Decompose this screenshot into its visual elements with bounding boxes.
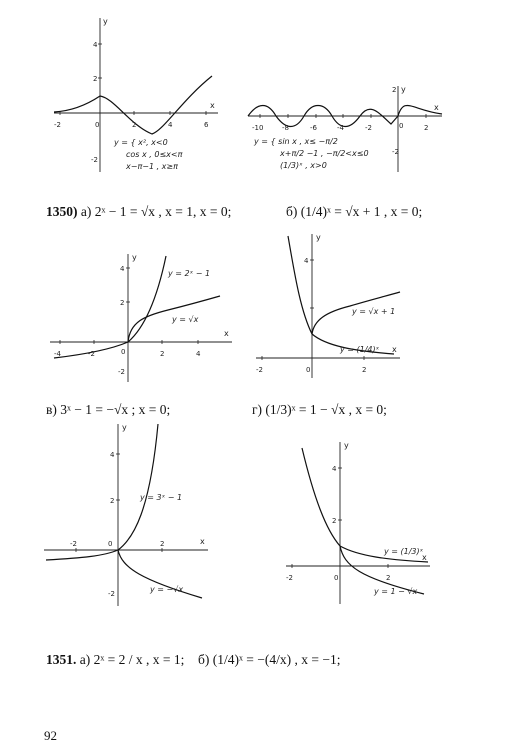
curve-label: y = (1/3)ˣ — [384, 547, 424, 556]
curve-3x-minus-1 — [46, 424, 158, 560]
tick-label: -2 — [256, 366, 263, 374]
curve-quarter-pow-x — [288, 236, 394, 354]
problem-number: 1350) — [46, 204, 78, 219]
problem-1350-b — [286, 204, 422, 220]
equation-text: г) (1/3)ˣ = 1 − √x , x = 0; — [252, 402, 387, 417]
curve-label: y = √x + 1 — [352, 307, 396, 316]
tick-label: -4 — [337, 124, 344, 132]
curve-label: y = −√x — [150, 585, 184, 594]
graph-piecewise-cos — [52, 12, 222, 177]
problem-1351-a — [46, 652, 184, 668]
problem-1350-a — [46, 204, 231, 220]
tick-label: -2 — [365, 124, 372, 132]
graph-third-pow-x — [284, 438, 434, 608]
tick-label: -2 — [91, 156, 98, 164]
curve-2x-minus-1 — [54, 256, 166, 358]
tick-label: 2 — [424, 124, 429, 132]
axis-x-label: x — [210, 101, 215, 110]
tick-label: -2 — [54, 121, 61, 129]
tick-label: 0 — [108, 540, 113, 548]
tick-label: 2 — [110, 497, 115, 505]
curve-label: y = (1/4)ˣ — [340, 345, 380, 354]
tick-label: -2 — [70, 540, 77, 548]
system-line: (1/3)ˣ , x>0 — [280, 161, 327, 170]
graph-2x-minus-1 — [48, 250, 238, 385]
tick-label: -2 — [108, 590, 115, 598]
axis-x-label: x — [392, 345, 397, 354]
tick-label: 6 — [204, 121, 209, 129]
tick-label: 2 — [362, 366, 367, 374]
tick-label: 4 — [93, 41, 98, 49]
axis-y-label: y — [132, 253, 137, 262]
tick-label: -2 — [392, 148, 399, 156]
tick-label: 4 — [196, 350, 201, 358]
tick-label: 0 — [121, 348, 126, 356]
curve-label: y = 1 − √x — [374, 587, 418, 596]
equation-text: б) (1/4)ˣ = −(4/x) , x = −1; — [198, 652, 341, 667]
system-line: y = { x², x<0 — [114, 138, 168, 147]
system-line: cos x , 0≤x<π — [126, 150, 183, 159]
system-line: x−π−1 , x≥π — [126, 162, 178, 171]
tick-label: 4 — [120, 265, 125, 273]
axis-y-label: y — [316, 233, 321, 242]
graph-3x-minus-1 — [42, 420, 212, 610]
equation-text: в) 3ˣ − 1 = −√x ; x = 0; — [46, 402, 171, 417]
system-line: y = { sin x , x≤ −π/2 — [254, 137, 338, 146]
axis-x-label: x — [224, 329, 229, 338]
equation-text: а) 2ˣ = 2 / x , x = 1; — [79, 652, 185, 667]
curve-label: y = 2ˣ − 1 — [168, 269, 211, 278]
graph-piecewise-sin — [246, 82, 446, 182]
tick-label: 2 — [132, 121, 137, 129]
equation-text: б) (1/4)ˣ = √x + 1 , x = 0; — [286, 204, 423, 219]
tick-label: 0 — [95, 121, 100, 129]
problem-1350-v — [46, 402, 170, 418]
tick-label: -4 — [54, 350, 61, 358]
problem-1351-b — [198, 652, 340, 668]
page-number: 92 — [44, 728, 57, 743]
tick-label: -8 — [282, 124, 289, 132]
tick-label: 0 — [306, 366, 311, 374]
tick-label: 4 — [304, 257, 309, 265]
tick-label: -2 — [286, 574, 293, 582]
tick-label: 2 — [160, 540, 165, 548]
tick-label: -2 — [118, 368, 125, 376]
system-line: x+π/2 −1 , −π/2<x≤0 — [280, 149, 369, 158]
axis-y-label: y — [103, 17, 108, 26]
tick-label: 2 — [392, 86, 397, 94]
tick-label: 4 — [168, 121, 173, 129]
axis-x-label: x — [434, 103, 439, 112]
tick-label: 2 — [120, 299, 125, 307]
axis-x-label: x — [200, 537, 205, 546]
tick-label: 4 — [332, 465, 337, 473]
axis-x-label: x — [422, 553, 427, 562]
tick-label: 0 — [399, 122, 404, 130]
axis-y-label: y — [344, 441, 349, 450]
tick-label: -2 — [88, 350, 95, 358]
tick-label: 4 — [110, 451, 115, 459]
graph-quarter-pow-x — [254, 230, 404, 380]
equation-text: а) 2ˣ − 1 = √x , x = 1, x = 0; — [80, 204, 232, 219]
problem-1350-g — [252, 402, 387, 418]
tick-label: -6 — [310, 124, 317, 132]
curve-third-pow-x — [302, 448, 428, 562]
curve-label: y = 3ˣ − 1 — [140, 493, 183, 502]
tick-label: 2 — [386, 574, 391, 582]
tick-label: 0 — [334, 574, 339, 582]
tick-label: -10 — [252, 124, 264, 132]
curve-label: y = √x — [172, 315, 199, 324]
tick-label: 2 — [93, 75, 98, 83]
tick-label: 2 — [160, 350, 165, 358]
axis-y-label: y — [122, 423, 127, 432]
axis-y-label: y — [401, 85, 406, 94]
problem-number: 1351. — [46, 652, 77, 667]
tick-label: 2 — [332, 517, 337, 525]
